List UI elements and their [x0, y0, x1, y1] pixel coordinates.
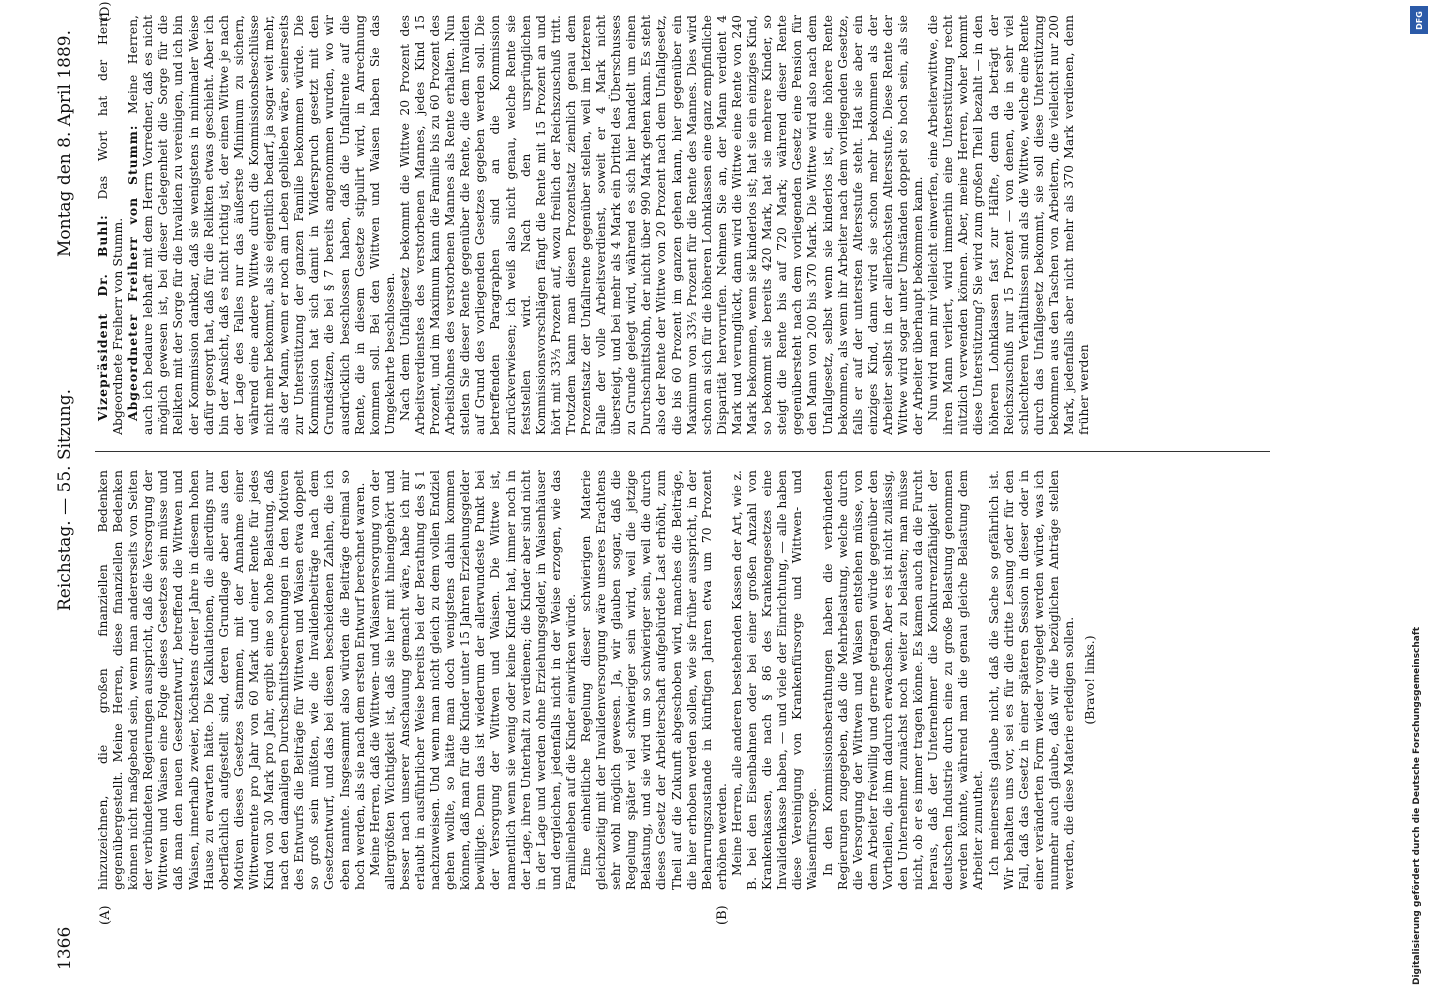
- paragraph: [125, 15, 397, 435]
- speaker-name: Abgeordneter Freiherr von Stumm:: [125, 124, 141, 421]
- margin-marker-a: (A): [98, 905, 113, 925]
- column-divider: [95, 451, 1270, 452]
- session-title: Reichstag. — 55. Sitzung.: [55, 388, 75, 612]
- text-column-left: [95, 470, 1275, 890]
- paragraph: Nun wird man mir vielleicht einwerfen, eine Arbeiterwittwe, die ihren Mann verliert, wird immerhin eine Unterstützung recht nützlich verwenden können. Aber, meine Herren, woher kommt diese Unterstützung? Sie wird zum großen Theil bezahlt — in den höheren Lohnklassen fast zur Hälfte, denn da beträgt der Reichszuschuß nur 15 Prozent — von denen, die in sehr viel schlechteren Verhältnissen sind als die Wittwe, welche eine Rente durch das Unfallgesetz bekommt, sie soll diese Unterstützung bekommen aus den Taschen von Arbeitern, die vielleicht nur 200 Mark, jedenfalls aber nicht mehr als 370 Mark verdienen, denn früher werden: [925, 15, 1092, 435]
- page-number: 1366: [55, 926, 75, 970]
- paragraph: Meine Herren, daß die Wittwen- und Waisenversorgung von der allergrößten Wichtigkeit ist, daß sie hier mit hineingehört und besser nach unserer Anschauung gemacht wäre, habe ich mir erlaubt in ausführlicher Weise bereits bei der Berathung des § 1 nachzuweisen. Und wenn man nicht gleich zu dem vollen Endziel gehen wollte, so hätte man doch wenigstens dahin kommen können, daß man für die Kinder unter 15 Jahren Erziehungsgelder bewilligte. Denn das ist wiederum der allerwundeste Punkt bei der Versorgung der Wittwen und Waisen. Die Wittwe ist, namentlich wenn sie wenig oder keine Kinder hat, immer noch in der Lage, ihren Unterhalt zu verdienen; die Kinder aber sind nicht in der Lage und werden ohne Erziehungsgelder, in Waisenhäuser und dergleichen, jedenfalls nicht in der Weise erzogen, wie das Familienleben auf die Kinder einwirken würde.: [366, 470, 578, 890]
- page-header: [55, 30, 85, 970]
- paragraph: Meine Herren, alle anderen bestehenden Kassen der Art, wie z. B. bei den Eisenbahnen oder bei einer großen Anzahl von Krankenkassen, die nach § 86 des Krankengesetzes eine Invalidenkasse haben, — und viele der Einrichtung, — alle haben diese Vereinigung von Krankenfürsorge und Wittwen- und Waisenfürsorge.: [728, 470, 820, 890]
- text-column-right: [95, 15, 1275, 435]
- paragraph: hinzuzeichnen, die großen finanziellen Bedenken gegenübergestellt. Meine Herren, diese finanziellen Bedenken können nicht maßgebend sein, wenn man andererseits von Seiten der verbündeten Regierungen ausspricht, daß die Versorgung der Wittwen und Waisen eine Folge dieses Gesetzes sein müsse und daß man den neuen Gesetzentwurf, betreffend die Wittwen und Waisen, innerhalb zweier, höchstens dreier Jahre in diesem hohen Hause zu erwarten hätte. Die Kalkulationen, die allerdings nur oberflächlich aufgestellt sind, deren Grundlage aber aus den Motiven dieses Gesetzes stammen, mit der Annahme einer Wittwenrente pro Jahr von 60 Mark und einer Rente für jedes Kind von 30 Mark pro Jahr, ergibt eine so hohe Belastung, daß nach den damaligen Durchschnittsberechnungen in den Motiven des Entwurfs die Beiträge für Wittwen und Waisen etwa doppelt so groß sein müßten, wie die Invalidenbeiträge nach dem Gesetzentwurf, und das bei diesen bescheidenen Zahlen, die ich eben nannte. Insgesammt also würden die Beiträge dreimal so hoch werden, als sie nach dem ersten Entwurf berechnet waren.: [95, 470, 367, 890]
- paragraph-text: Meine Herren, auch ich bedaure lebhaft mit dem Herrn Vorredner, daß es nicht möglich gewesen ist, bei dieser Gelegenheit die Sorge für die Relikten mit der Sorge für die Invaliden zu vereinigen, und ich bin der Kommission dankbar, daß sie wenigstens in minimaler Weise dafür gesorgt hat, daß für die Relikten etwas geschieht. Aber ich bin der Ansicht, daß es nicht richtig ist, der einen Wittwe je nach der Lage des Falles nur das äußerste Minimum zu sichern, während eine andere Wittwe durch die Kommissionsbeschlüsse nicht mehr bekommt, als sie eigentlich bedarf, ja sogar weit mehr, als der Mann, wenn er noch am Leben geblieben wäre, seinerseits zur Unterstützung der ganzen Familie bekommen würde. Die Kommission hat sich damit in Widerspruch gesetzt mit den Grundsätzen, die bei § 7 bereits angenommen wurden, wo wir ausdrücklich beschlossen haben, daß die Unfallrente auf die Rente, die in diesem Gesetze stipulirt wird, in Anrechnung kommen soll. Bei den Wittwen und Waisen haben Sie das Umgekehrte beschlossen.: [125, 15, 397, 435]
- paragraph: Eine einheitliche Regelung dieser schwierigen Materie gleichzeitig mit der Invalidenversorgung wäre unseres Erachtens sehr wohl möglich gewesen. Ja, wir glauben sogar, daß die Regelung später viel schwieriger sein wird, weil die jetzige Belastung, und sie wird um so schwieriger sein, weil die durch dieses Gesetz der Arbeiterschaft aufgebürdete Last erhöht, zum Theil auf die Zukunft abgeschoben wird, manches die Beiträge, die hier erhoben werden sollen, wie sie früher ausspricht, in der Beharrungszustande in künftigen Jahren etwa um 70 Prozent erhöhen werden.: [578, 470, 729, 890]
- margin-marker-b: (B): [715, 905, 730, 925]
- paragraph-text: Das Wort hat der Herr Abgeordnete Freiherr von Stumm.: [95, 15, 126, 435]
- paragraph: In den Kommissionsberathungen haben die verbündeten Regierungen zugegeben, daß die Mehrbelastung, welche durch die Versorgung der Wittwen und Waisen entstehen müsse, von dem Arbeiter freiwillig und gerne getragen würde gegenüber den Vortheilen, die ihm dadurch erwachsen. Aber es ist nicht zulässig, den Unternehmer zunächst noch weiter zu belasten; man müsse nicht, ob er es immer tragen könne. Es kamen auch da die Furcht heraus, daß der Unternehmer die Konkurrenzfähigkeit der deutschen Industrie durch eine zu große Belastung genommen werden könnte, während man die genau gleiche Belastung dem Arbeiter zumuthet.: [819, 470, 986, 890]
- applause-note: (Bravo! links.): [1082, 635, 1098, 725]
- paragraph: Nach dem Unfallgesetz bekommt die Wittwe 20 Prozent des Arbeitsverdienstes des verstorbenen Mannes, jedes Kind 15 Prozent, und im Maximum kann die Familie bis zu 60 Prozent des Arbeitslohnes des verstorbenen Mannes als Rente erhalten. Nun stellen Sie dieser Rente gegenüber die Rente, die dem Invaliden auf Grund des vorliegenden Gesetzes gegeben werden soll. Die betreffenden Paragraphen sind an die Kommission zurückverwiesen; ich weiß also nicht genau, welche Rente sie feststellen wird. Nach den ursprünglichen Kommissionsvorschlägen fängt die Rente mit 15 Prozent an und hört mit 33⅓ Prozent auf, wozu freilich der Reichszuschuß tritt. Trotzdem kann man diesen Prozentsatz ziemlich genau dem Prozentsatz der Unfallrente gegenüber stellen, weil im letzteren Falle der volle Arbeitsverdienst, soweit er 4 Mark nicht übersteigt, und bei mehr als 4 Mark ein Drittel des Überschusses zu Grunde gelegt wird, während es sich hier handelt um einen Durchschnittslohn, der nicht über 990 Mark gehen kann. Es steht also der Rente der Wittwe von 20 Prozent nach dem Unfallgesetz, die bis 60 Prozent im ganzen gehen kann, hier gegenüber ein Maximum von 33⅓ Prozent für die Rente des Mannes. Dies wird schon an sich für die höheren Lohnklassen eine ganz empfindliche Disparität hervorrufen. Nehmen Sie an, der Mann verdient 4 Mark und verunglückt, dann wird die Wittwe eine Rente von 240 Mark bekommen, wenn sie kinderlos ist; hat sie ein einziges Kind, so bekommt sie bereits 420 Mark, hat sie mehrere Kinder, so steigt die Rente bis auf 720 Mark; während dieser Rente gegenübersteht nach dem vorliegenden Gesetz eine Pension für den Mann von 200 bis 370 Mark. Die Wittwe wird also nach dem Unfallgesetz, selbst wenn sie kinderlos ist, eine höhere Rente bekommen, als wenn ihr Arbeiter nach dem vorliegenden Gesetze, falls er auf der untersten Altersstufe steht. Hat sie aber ein einziges Kind, dann wird sie schon mehr bekommen als der Arbeiter selbst in der allerhöchsten Altersstufe. Diese Rente der Wittwe wird sogar unter Umständen doppelt so hoch sein, als sie der Arbeiter überhaupt bekommen kann.: [396, 15, 926, 435]
- speaker-name: Vizepräsident Dr. Buhl:: [95, 214, 110, 421]
- paragraph: [95, 15, 125, 435]
- session-date: Montag den 8. April 1889.: [55, 30, 75, 257]
- digitization-note: Digitalisierung gefördert durch die Deutsche Forschungsgemeinschaft: [1412, 626, 1422, 985]
- paragraph: Ich meinerseits glaube nicht, daß die Sache so gefährlich ist. Wir behalten uns vor, sei es für die dritte Lesung oder für den Fall, daß das Gesetz in einer späteren Session in dieser oder in einer veränderten Form wieder vorgelegt werden würde, was ich nunmehr auch glaube, daß wir die bezüglichen Anträge stellen werden, die diese Materie erledigen sollen.: [985, 470, 1076, 890]
- digitization-strip: [1407, 0, 1432, 1000]
- margin-marker-d: (D): [98, 1, 113, 22]
- dfg-logo: DFG: [1410, 6, 1428, 34]
